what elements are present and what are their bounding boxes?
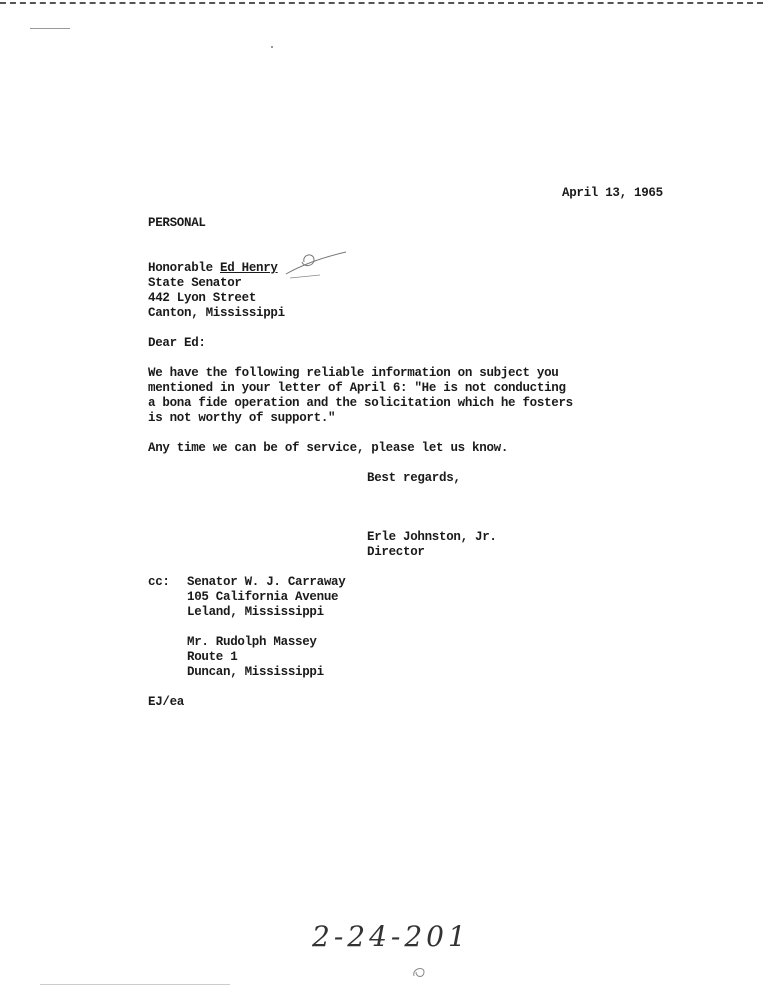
- page-top-edge: [0, 2, 763, 4]
- body-line: is not worthy of support.": [148, 411, 336, 425]
- body-line: mentioned in your letter of April 6: "He is not conducting: [148, 381, 566, 395]
- signer-name: Erle Johnston, Jr.: [367, 530, 497, 544]
- cc-label: cc:: [148, 575, 170, 589]
- addressee-line: [148, 261, 278, 276]
- scan-artifact: [40, 984, 230, 985]
- letter-date: April 13, 1965: [562, 186, 663, 200]
- valediction: Best regards,: [367, 471, 461, 485]
- cc-recipient-line: 105 California Avenue: [187, 590, 339, 604]
- classification-label: PERSONAL: [148, 216, 206, 230]
- addressee-line-street: 442 Lyon Street: [148, 291, 257, 305]
- signer-title: Director: [367, 545, 425, 559]
- cc-recipient-line: Leland, Mississippi: [187, 605, 324, 619]
- body-line: We have the following reliable information on subject you: [148, 366, 559, 380]
- closing-line: Any time we can be of service, please let us know.: [148, 441, 509, 455]
- cc-recipient-line: Duncan, Mississippi: [187, 665, 324, 679]
- cc-recipient-line: Mr. Rudolph Massey: [187, 635, 317, 649]
- cc-recipient-line: Route 1: [187, 650, 238, 664]
- reference-initials: EJ/ea: [148, 695, 185, 709]
- body-line: a bona fide operation and the solicitation which he fosters: [148, 396, 573, 410]
- addressee-prefix: Honorable: [148, 261, 221, 275]
- salutation: Dear Ed:: [148, 336, 206, 350]
- handwritten-mark-icon: [280, 244, 350, 280]
- scan-artifact: [30, 28, 70, 29]
- addressee-line-title: State Senator: [148, 276, 242, 290]
- addressee-name: Ed Henry: [220, 261, 278, 275]
- handwritten-small-mark-icon: [410, 962, 430, 980]
- addressee-line-city: Canton, Mississippi: [148, 306, 285, 320]
- cc-recipient-line: Senator W. J. Carraway: [187, 575, 346, 589]
- scan-artifact: [271, 46, 273, 48]
- handwritten-file-number: 2-24-201: [312, 920, 470, 953]
